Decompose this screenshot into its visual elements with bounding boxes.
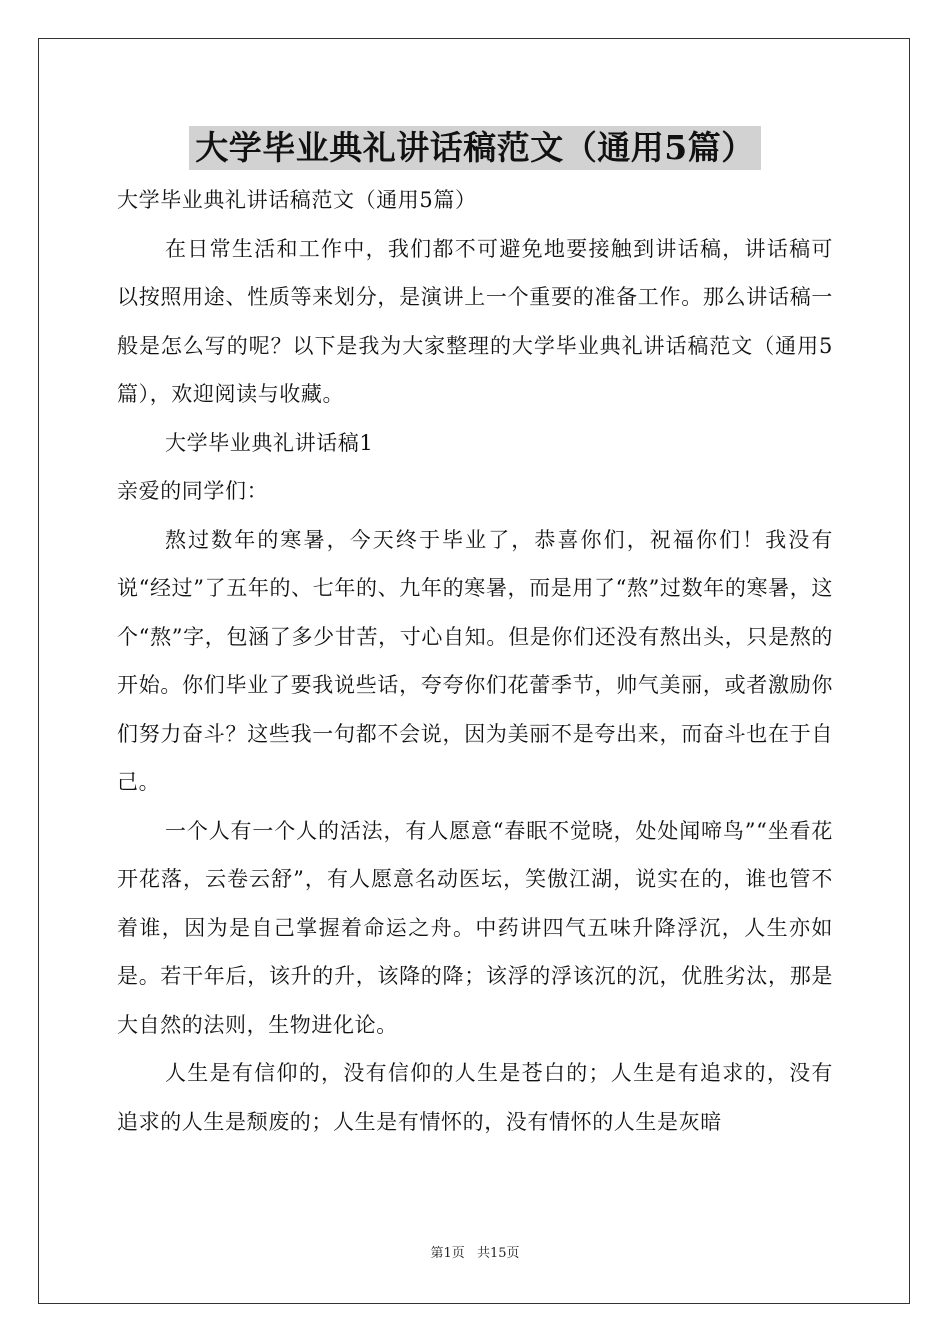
page-footer xyxy=(0,1244,950,1264)
salutation: 亲爱的同学们： xyxy=(117,479,269,503)
paragraph: 一个人有一个人的活法，有人愿意“春眠不觉晓，处处闻啼鸟”“坐看花开花落，云卷云舒”，有人愿意名动医坛，笑傲江湖，说实在的，谁也管不着谁，因为是自己掌握着命运之舟。中药讲四气五味升降浮沉，人生亦如是。若干年后，该升的升，该降的降；该浮的浮该沉的沉，优胜劣汰，那是大自然的法则，生物进化论。 xyxy=(117,818,833,1037)
paragraph: 大学毕业典礼讲话稿范文（通用5篇） xyxy=(117,188,477,212)
paragraph: 在日常生活和工作中，我们都不可避免地要接触到讲话稿，讲话稿可以按照用途、性质等来划分，是演讲上一个重要的准备工作。那么讲话稿一般是怎么写的呢？以下是我为大家整理的大学毕业典礼讲话稿范文（通用5篇），欢迎阅读与收藏。 xyxy=(117,236,833,406)
paragraph: 熬过数年的寒暑，今天终于毕业了，恭喜你们，祝福你们！我没有说“经过”了五年的、七年的、九年的寒暑，而是用了“熬”过数年的寒暑，这个“熬”字，包涵了多少甘苦，寸心自知。但是你们还没有熬出头，只是熬的开始。你们毕业了要我说些话，夸夸你们花蕾季节，帅气美丽，或者激励你们努力奋斗？这些我一句都不会说，因为美丽不是夸出来，而奋斗也在于自己。 xyxy=(117,527,833,794)
document-body xyxy=(117,176,833,1146)
page-number: 第1页 xyxy=(430,1246,465,1261)
paragraph: 人生是有信仰的，没有信仰的人生是苍白的；人生是有追求的，没有追求的人生是颓废的；人生是有情怀的，没有情怀的人生是灰暗 xyxy=(117,1061,833,1134)
document-title: 大学毕业典礼讲话稿范文（通用5篇） xyxy=(189,126,760,170)
page-total: 共15页 xyxy=(476,1246,520,1261)
title-container xyxy=(0,126,950,170)
section-heading: 大学毕业典礼讲话稿1 xyxy=(165,430,374,455)
